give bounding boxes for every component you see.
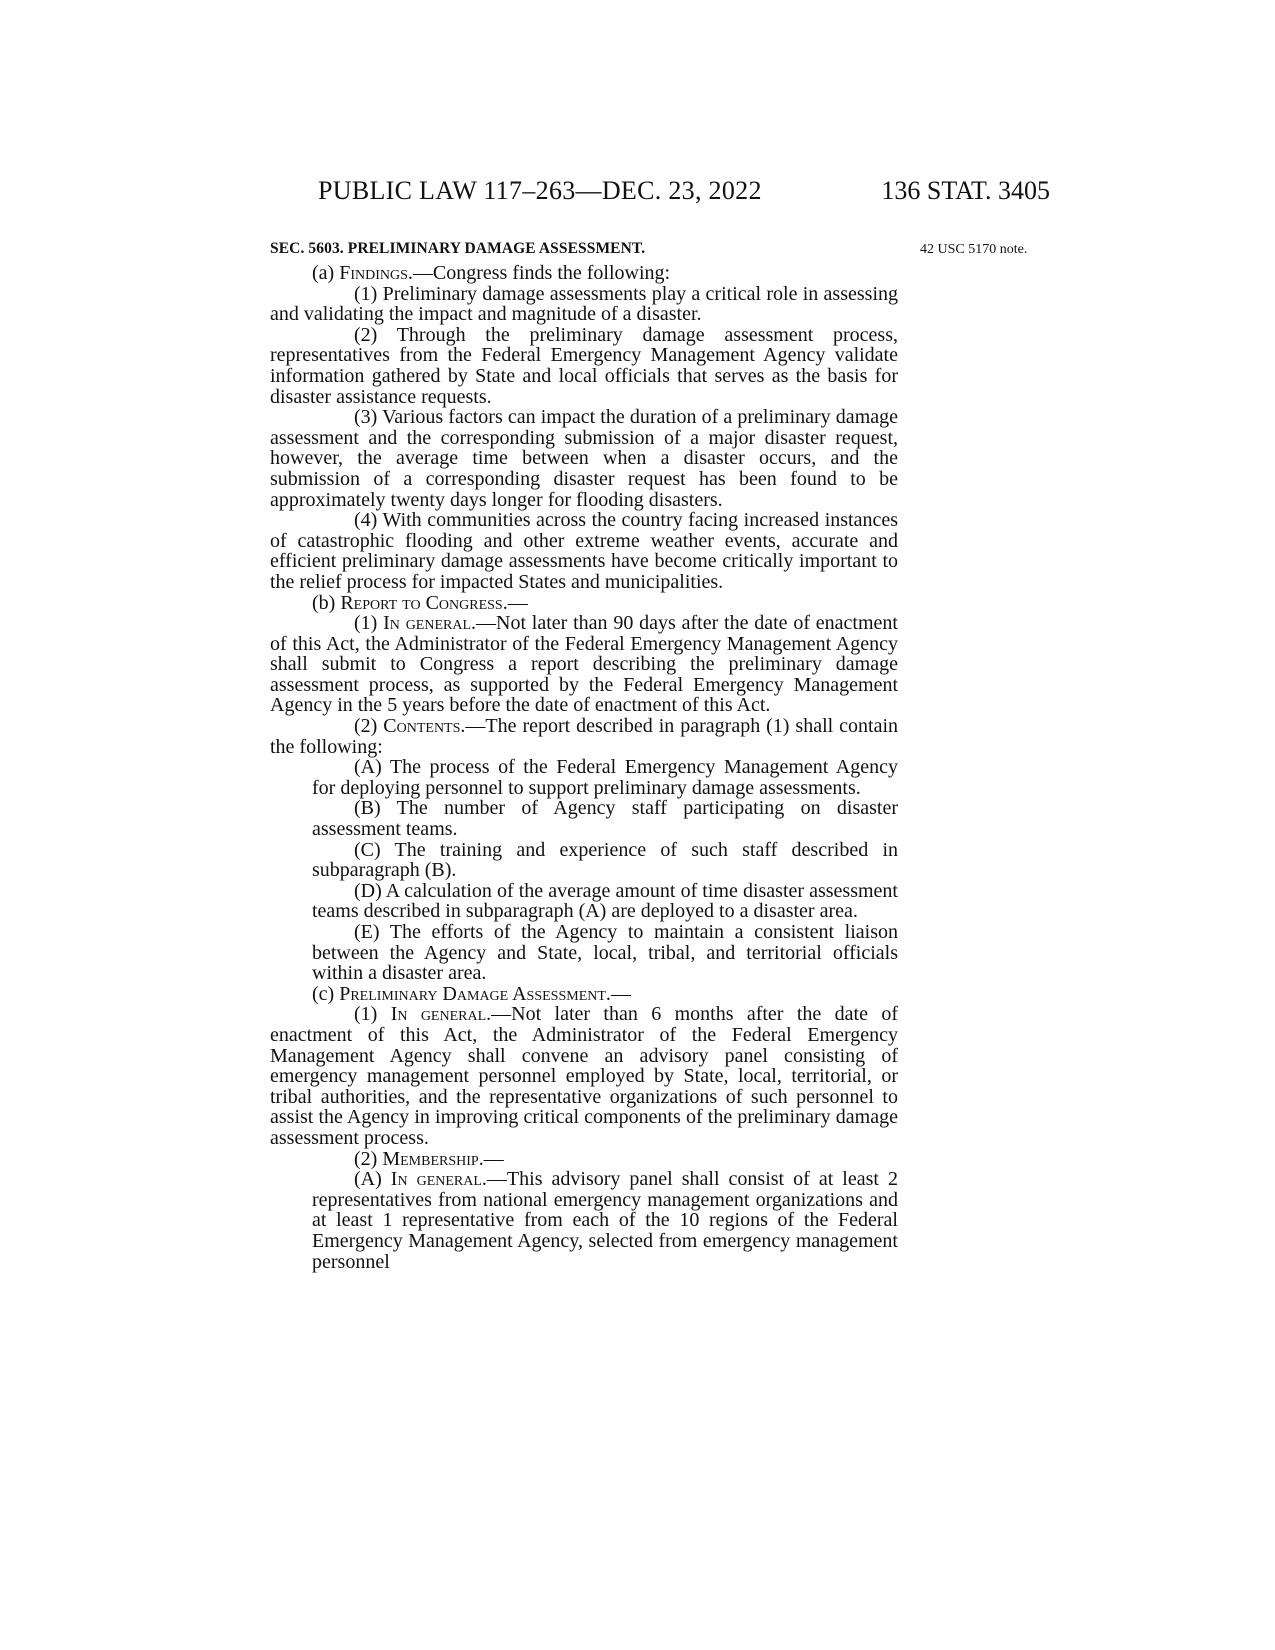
finding-paragraph: (4) With communities across the country facing increased instances of catastrophic flooding and other extreme weather events, accurate and efficient preliminary damage assessments have become critically important to the relief process for impacted States and municipalities. (270, 509, 898, 593)
subparagraph-c2a-text: .—This advisory panel shall consist of at least 2 representatives from national emergency management organizations and at least 1 representative from each of the 10 regions of the Federal Emergency Management Agency, selected from emergency management personnel (312, 1168, 898, 1273)
subparagraph-c2a (270, 1169, 898, 1272)
paragraph-b1-heading: In general (383, 612, 472, 635)
subsection-c-label: (c) (312, 982, 340, 1005)
finding-paragraph: (2) Through the preliminary damage assessment process, representatives from the Federal Emergency Management Agency validate information gathered by State and local officials that serves as the basis for disaster assistance requests. (270, 323, 898, 408)
subsection-b-heading (270, 593, 898, 614)
finding-paragraph: (3) Various factors can impact the duration of a preliminary damage assessment and the corresponding submission of a major disaster request, however, the average time between when a disaster occurs, and the submission of a corresponding disaster request has been found to be approximately twenty days longer for flooding disasters. (270, 406, 898, 511)
paragraph-c1 (270, 1004, 898, 1148)
subparagraph: (B) The number of Agency staff participating on disaster assessment teams. (312, 797, 898, 841)
running-head: PUBLIC LAW 117–263—DEC. 23, 2022 (318, 176, 762, 205)
paragraph-b1 (270, 613, 898, 716)
section-title: SEC. 5603. PRELIMINARY DAMAGE ASSESSMENT. (270, 240, 646, 257)
subparagraph: (E) The efforts of the Agency to maintain a consistent liaison between the Agency and State, local, tribal, and territorial officials within a disaster area. (312, 921, 898, 985)
paragraph-b2-heading: Contents (383, 715, 461, 738)
subsection-a-heading (270, 263, 898, 284)
page-header (270, 176, 1050, 216)
subparagraph-c2a-heading: In general (390, 1168, 482, 1191)
paragraph-c2-label: (2) (354, 1147, 383, 1170)
subsection-b-suffix: .— (502, 591, 528, 614)
subparagraph-c2a-label: (A) (354, 1168, 391, 1191)
subsection-a-title: Findings (339, 262, 408, 284)
paragraph-b2-label: (2) (354, 715, 384, 738)
paragraph-b1-label: (1) (354, 612, 384, 635)
section-body (270, 263, 898, 1272)
subsection-c-suffix: .— (605, 982, 631, 1005)
statute-page-reference: 136 STAT. 3405 (881, 176, 1050, 205)
paragraph-c2-heading: Membership (382, 1147, 479, 1170)
paragraph-c1-heading: In general (390, 1003, 487, 1026)
finding-paragraph: (1) Preliminary damage assessments play a critical role in assessing and validating the impact and magnitude of a disaster. (270, 282, 898, 326)
subparagraph: (D) A calculation of the average amount of time disaster assessment teams described in subparagraph (A) are deployed to a disaster area. (312, 879, 898, 923)
subsection-a-intro: .—Congress finds the following: (407, 262, 671, 284)
paragraph-c1-label: (1) (354, 1003, 391, 1026)
subsection-b-label: (b) (312, 591, 341, 614)
paragraph-c1-text: .—Not later than 6 months after the date of enactment of this Act, the Administrator of the Federal Emergency Management Agency shall convene an advisory panel consisting of emergency management personnel employed by State, local, territorial, or tribal authorities, and the representative organizations of such personnel to assist the Agency in improving critical components of the preliminary damage assessment process. (270, 1003, 898, 1149)
subsection-b-title: Report to Congress (340, 591, 503, 614)
paragraph-b2 (270, 716, 898, 757)
subparagraph: (A) The process of the Federal Emergency Management Agency for deploying personnel to support preliminary damage assessments. (312, 756, 898, 799)
paragraph-b2-text: .—The report described in paragraph (1) shall contain the following: (270, 715, 898, 758)
margin-citation-note: 42 USC 5170 note. (920, 242, 1028, 257)
subsection-c-title: Preliminary Damage Assessment (339, 982, 606, 1005)
paragraph-b1-text: .—Not later than 90 days after the date of enactment of this Act, the Administrator of the Federal Emergency Management Agency shall submit to Congress a report describing the preliminary damage assessment process, as supported by the Federal Emergency Management Agency in the 5 years before the date of enactment of this Act. (270, 612, 898, 717)
subsection-c-heading (270, 984, 898, 1005)
subsection-a-label: (a) (312, 262, 340, 284)
subparagraph: (C) The training and experience of such staff described in subparagraph (B). (312, 838, 898, 882)
paragraph-c2-suffix: .— (478, 1147, 504, 1170)
paragraph-c2 (270, 1149, 898, 1170)
